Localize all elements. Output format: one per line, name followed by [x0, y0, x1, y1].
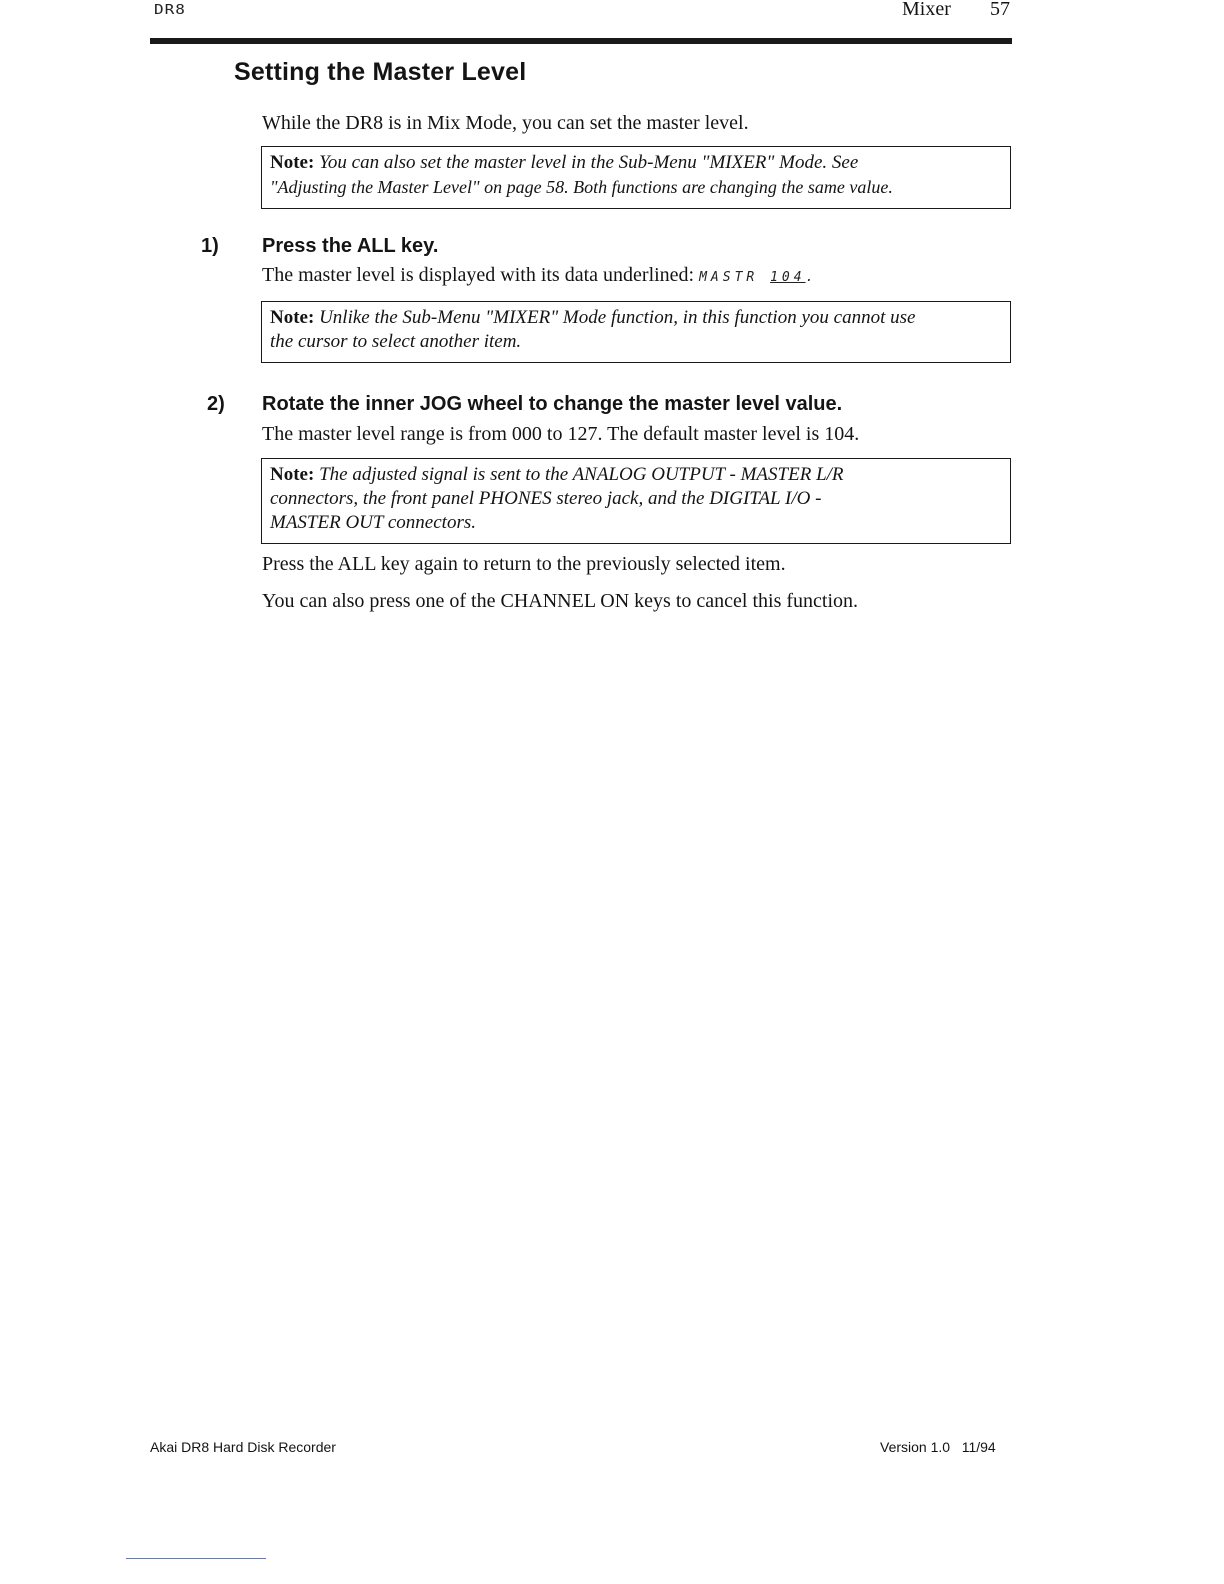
note-label: Note: [270, 307, 315, 328]
note-label: Note: [270, 152, 315, 173]
note-text: MASTER OUT connectors. [270, 512, 476, 533]
lcd-readout [699, 270, 817, 285]
footer-version: Version 1.0 11/94 [880, 1439, 996, 1455]
note-box-3 [261, 458, 1011, 544]
note-text: the cursor to select another item. [270, 331, 522, 352]
bottom-accent-line [126, 1558, 266, 1559]
note-box-2 [261, 301, 1011, 363]
note-text: connectors, the front panel PHONES stereo jack, and the DIGITAL I/O - [270, 488, 822, 509]
step-1-title: Press the ALL key. [262, 235, 439, 257]
step-2-number: 2) [207, 393, 225, 415]
lcd-label: MASTR [699, 270, 759, 285]
note-text: "Adjusting the Master Level" on page 58. Both functions are changing the same value. [270, 177, 893, 197]
header-page-number: 57 [990, 0, 1010, 20]
step-1-text: The master level is displayed with its data underlined: [262, 264, 695, 286]
step-1-body [262, 264, 817, 287]
brand-logo: DR8 [154, 1, 186, 18]
section-title: Setting the Master Level [234, 58, 527, 86]
note-text: Unlike the Sub-Menu "MIXER" Mode function, in this function you cannot use [319, 307, 916, 328]
footer-product: Akai DR8 Hard Disk Recorder [150, 1439, 336, 1455]
paragraph-return: Press the ALL key again to return to the previously selected item. [262, 553, 786, 575]
note-text: You can also set the master level in the Sub-Menu "MIXER" Mode. See [319, 152, 859, 173]
lcd-value: 104 [770, 270, 806, 285]
step-2-body: The master level range is from 000 to 127. The default master level is 104. [262, 423, 860, 445]
note-box-1 [261, 146, 1011, 209]
header-section-name: Mixer [902, 0, 951, 20]
intro-paragraph: While the DR8 is in Mix Mode, you can set the master level. [262, 112, 749, 134]
step-1-number: 1) [201, 235, 219, 257]
note-label: Note: [270, 464, 315, 485]
step-2-title: Rotate the inner JOG wheel to change the master level value. [262, 393, 843, 415]
note-text: The adjusted signal is sent to the ANALOG OUTPUT - MASTER L/R [319, 464, 844, 485]
paragraph-cancel: You can also press one of the CHANNEL ON keys to cancel this function. [262, 590, 859, 612]
header-rule [150, 38, 1012, 44]
lcd-end: . [805, 270, 818, 285]
